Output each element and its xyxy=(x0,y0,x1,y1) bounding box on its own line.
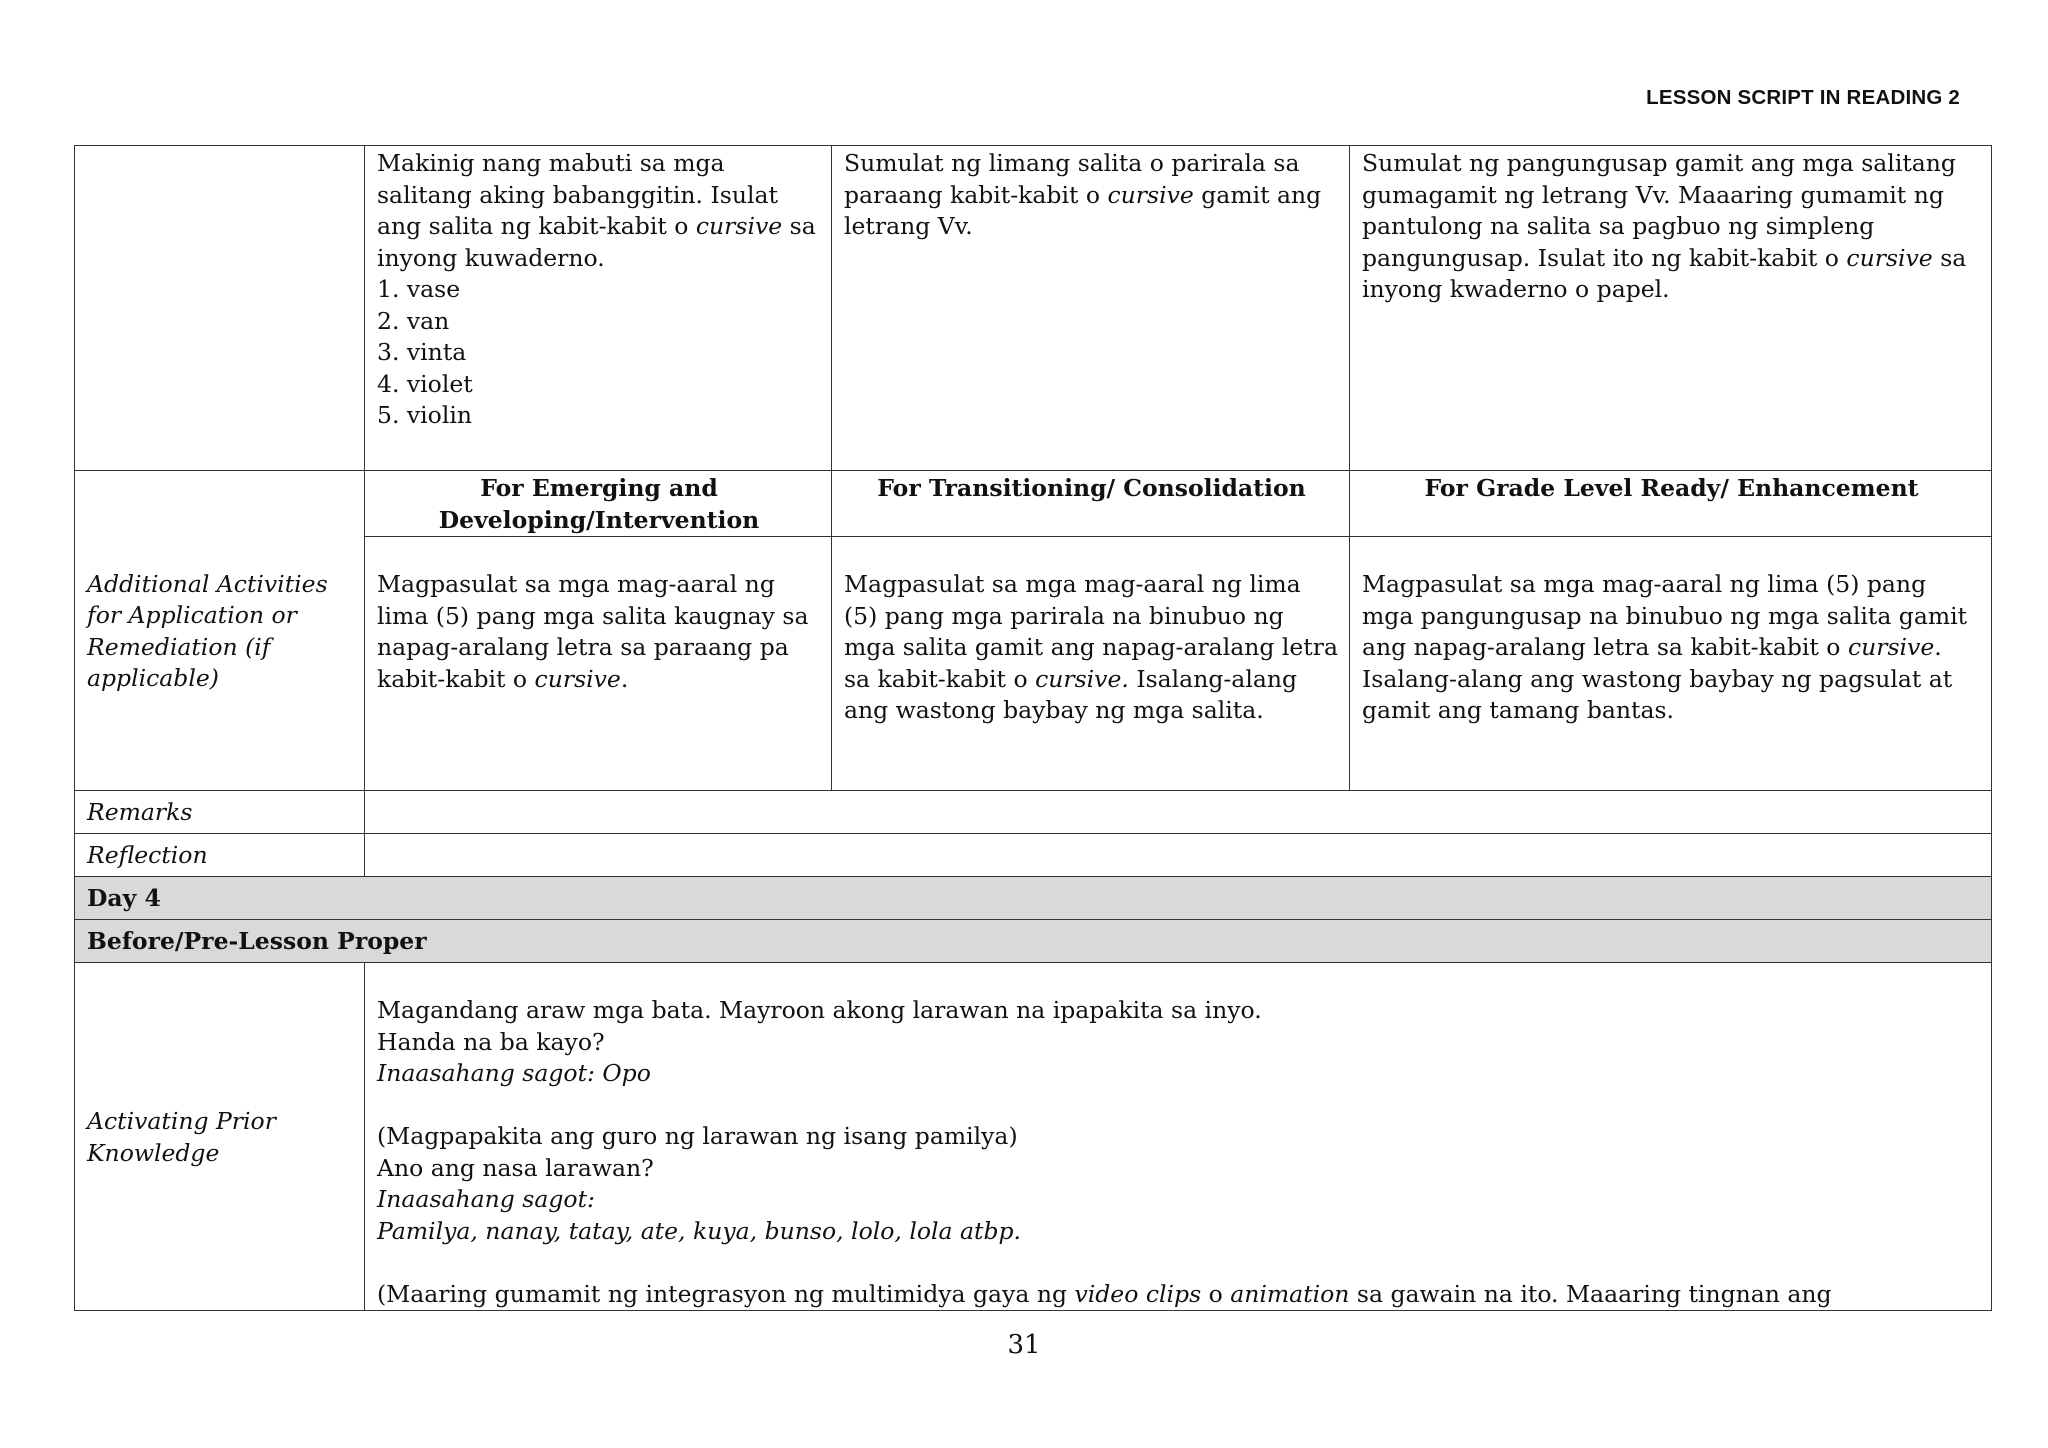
header-grade-level-ready: For Grade Level Ready/ Enhancement xyxy=(1350,471,1992,537)
remarks-label: Remarks xyxy=(75,791,365,834)
header-emerging: For Emerging and Developing/Intervention xyxy=(365,471,832,537)
section-row xyxy=(75,920,1992,963)
list-item: 2. van xyxy=(377,306,450,335)
activity-cell-1: Makinig nang mabuti sa mga salitang aking babanggitin. Isulat ang salita ng kabit-kabit o cursive sa inyong kuwaderno. 1. vase 2. van 3. vinta 4. violet 5. violin xyxy=(365,146,832,471)
activating-content: Magandang araw mga bata. Mayroon akong larawan na ipapakita sa inyo. Handa na ba kayo? Inaasahang sagot: Opo (Magpapakita ang guro ng larawan ng isang pamilya) Ano ang nasa larawan? Inaasahang sagot: Pamilya, nanay, tatay, ate, kuya, bunso, lolo, lola atbp. (Maaring gumamit ng integrasyon ng multimidya gaya ng video clips o animation sa gawain na ito. Maaaring tingnan ang xyxy=(365,963,1992,1311)
day-label: Day 4 xyxy=(75,877,1992,920)
activating-label: Activating Prior Knowledge xyxy=(75,963,365,1311)
list-item: 4. violet xyxy=(377,369,473,398)
activity-row xyxy=(75,146,1992,471)
list-item: 3. vinta xyxy=(377,338,467,366)
list-item: 1. vase xyxy=(377,275,461,303)
lesson-table xyxy=(74,145,1992,1311)
word-list xyxy=(377,274,821,432)
page-number: 31 xyxy=(1007,1330,1041,1360)
remarks-value xyxy=(365,791,1992,834)
additional-header-row xyxy=(75,471,1992,537)
additional-activities-label: Additional Activities for Application or Remediation (if applicable) xyxy=(75,471,365,791)
empty-label-cell xyxy=(75,146,365,471)
header-transitioning: For Transitioning/ Consolidation xyxy=(832,471,1350,537)
additional-cell-3: Magpasulat sa mga mag-aaral ng lima (5) pang mga pangungusap na binubuo ng mga salita gamit ang napag-aralang letra sa kabit-kabit o cursive. Isalang-alang ang wastong baybay ng pagsulat at gamit ang tamang bantas. xyxy=(1350,537,1992,791)
reflection-label: Reflection xyxy=(75,834,365,877)
additional-cell-2: Magpasulat sa mga mag-aaral ng lima (5) pang mga parirala na binubuo ng mga salita gamit ang napag-aralang letra sa kabit-kabit o cursive. Isalang-alang ang wastong baybay ng mga salita. xyxy=(832,537,1350,791)
day-row xyxy=(75,877,1992,920)
activity-cell-3: Sumulat ng pangungusap gamit ang mga salitang gumagamit ng letrang Vv. Maaaring gumamit ng pantulong na salita sa pagbuo ng simpleng pangungusap. Isulat ito ng kabit-kabit o cursive sa inyong kwaderno o papel. xyxy=(1350,146,1992,471)
list-item: 5. violin xyxy=(377,401,472,429)
section-label: Before/Pre-Lesson Proper xyxy=(75,920,1992,963)
reflection-row xyxy=(75,834,1992,877)
document-header: LESSON SCRIPT IN READING 2 xyxy=(1646,86,1960,109)
activating-row xyxy=(75,963,1992,1311)
reflection-value xyxy=(365,834,1992,877)
activity-cell-2: Sumulat ng limang salita o parirala sa paraang kabit-kabit o cursive gamit ang letrang Vv. xyxy=(832,146,1350,471)
additional-cell-1: Magpasulat sa mga mag-aaral ng lima (5) pang mga salita kaugnay sa napag-aralang letra sa paraang pa kabit-kabit o cursive. xyxy=(365,537,832,791)
remarks-row xyxy=(75,791,1992,834)
